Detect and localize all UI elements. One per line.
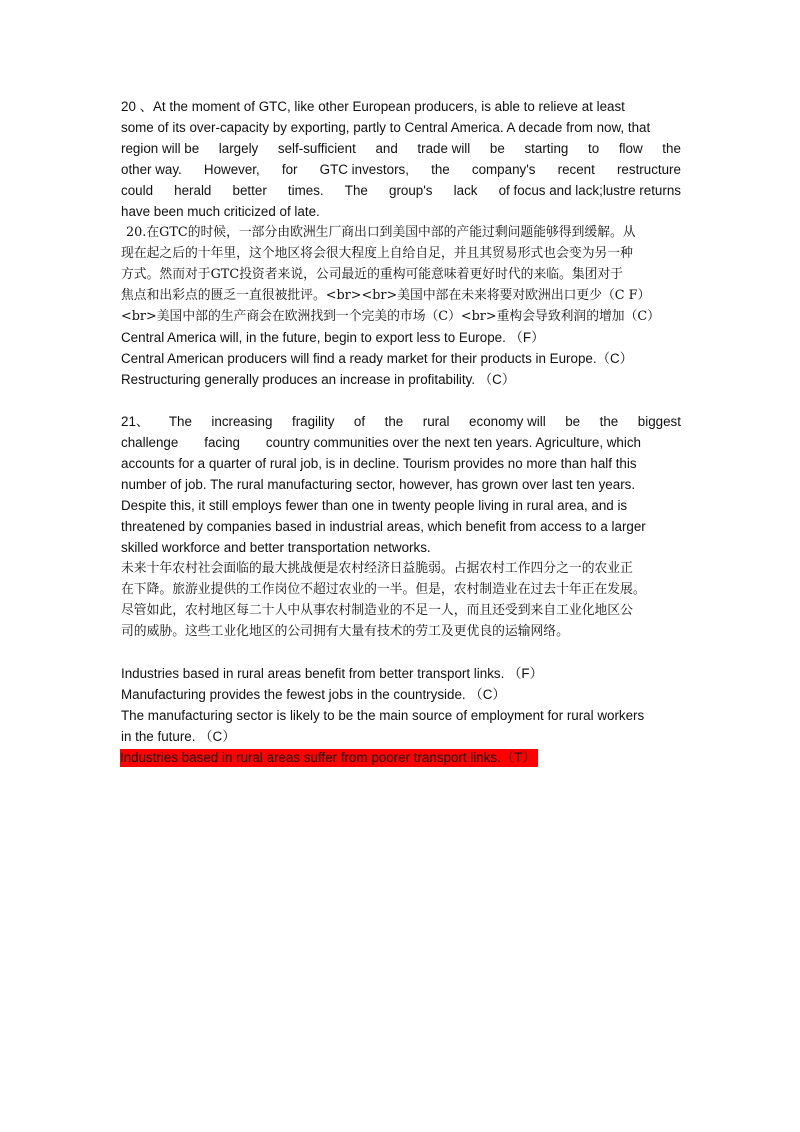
word: self-sufficient: [277, 141, 356, 156]
q21-line-2: [121, 432, 641, 453]
q20-line-6: have been much criticized of late.: [121, 204, 320, 219]
word: The: [168, 414, 192, 429]
word: for: [281, 162, 298, 177]
word: fragility: [291, 414, 335, 429]
word: better: [232, 183, 267, 198]
word: starting: [524, 141, 569, 156]
word: increasing: [211, 414, 273, 429]
q21-statement-3-cont: in the future. （C）: [121, 729, 236, 744]
word: The: [344, 183, 368, 198]
q20-line-1: 20 、At the moment of GTC, like other European producers, is able to relieve at least: [121, 99, 625, 114]
document-content: [121, 96, 681, 768]
word: rural: [422, 414, 450, 429]
section-gap: [121, 390, 681, 411]
q21-statement-3: The manufacturing sector is likely to be the main source of employment for rural workers: [121, 708, 645, 723]
word: other way.: [121, 162, 182, 177]
word: group's: [389, 183, 433, 198]
word: the: [384, 414, 404, 429]
q20-chinese-passage: [121, 222, 681, 327]
q21-line-1: [121, 411, 681, 432]
q21-line-3: accounts for a quarter of rural job, is in decline. Tourism provides no more than half this: [121, 456, 637, 471]
word: could: [121, 183, 154, 198]
q21-chinese-passage: [121, 558, 681, 642]
q21-cn-line-1: 未来十年农村社会面临的最大挑战便是农村经济日益脆弱。占据农村工作四分之一的农业正: [121, 561, 633, 576]
q20-cn-line-1: 20.在GTC的时候，一部分由欧洲生厂商出口到美国中部的产能过剩问题能够得到缓解。从: [126, 225, 636, 240]
q20-statement-2: Central American producers will find a ready market for their products in Europe.（C）: [121, 351, 634, 366]
section-gap: [121, 642, 681, 663]
word: and: [375, 141, 398, 156]
q20-statements: [121, 327, 681, 390]
q20-line-3: [121, 138, 681, 159]
q20-cn-line-2: 现在起之后的十年里，这个地区将会很大程度上自给自足，并且其贸易形式也会变为另一种: [121, 246, 633, 261]
q20-cn-line-4: 焦点和出彩点的匮乏一直很被批评。<br><br>美国中部在未来将要对欧洲出口更少（C F）: [121, 288, 651, 303]
word: However,: [203, 162, 260, 177]
word: recent: [557, 162, 595, 177]
word: lack: [453, 183, 478, 198]
word: economy will: [469, 414, 546, 429]
q20-statement-3: Restructuring generally produces an increase in profitability. （C）: [121, 372, 516, 387]
q21-english-passage: [121, 411, 681, 558]
word: facing: [204, 435, 240, 450]
word: the: [662, 141, 681, 156]
q21-statement-1: Industries based in rural areas benefit from better transport links. （F）: [121, 666, 543, 681]
q21-line-5: Despite this, it still employs fewer than one in twenty people living in rural area, and is: [121, 498, 628, 513]
q21-line-7: skilled workforce and better transportation networks.: [121, 540, 431, 555]
q20-line-4: [121, 159, 681, 180]
word: company's: [471, 162, 536, 177]
q21-line-4: number of job. The rural manufacturing sector, however, has grown over last ten years.: [121, 477, 636, 492]
q21-highlighted-statement: Industries based in rural areas suffer from poorer transport links.（T）: [120, 750, 536, 765]
q20-english-passage: [121, 96, 681, 222]
word: be: [565, 414, 581, 429]
word: GTC investors,: [319, 162, 409, 177]
q21-highlighted-row: [121, 747, 681, 768]
q20-cn-line-3: 方式。然而对于GTC投资者来说，公司最近的重构可能意味着更好时代的来临。集团对于: [121, 267, 624, 282]
q21-cn-line-4: 司的威胁。这些工业化地区的公司拥有大量有技术的劳工及更优良的运输网络。: [121, 624, 569, 639]
word: flow: [618, 141, 643, 156]
q21-cn-line-3: 尽管如此，农村地区每二十人中从事农村制造业的不足一人，而且还受到来自工业化地区公: [121, 603, 633, 618]
word: biggest: [637, 414, 681, 429]
word: be: [489, 141, 505, 156]
word: the: [431, 162, 450, 177]
word: times.: [287, 183, 324, 198]
word: trade will: [417, 141, 471, 156]
word: challenge: [121, 435, 179, 450]
q21-statement-2: Manufacturing provides the fewest jobs in the countryside. （C）: [121, 687, 506, 702]
word: 21、: [121, 414, 150, 429]
word: to: [588, 141, 600, 156]
q21-statements: [121, 663, 681, 768]
word: the: [599, 414, 619, 429]
q20-cn-line-5: <br>美国中部的生产商会在欧洲找到一个完美的市场（C）<br>重构会导致利润的增加（C）: [121, 309, 660, 324]
word: restructure: [616, 162, 681, 177]
word: of focus and lack;lustre returns: [498, 183, 681, 198]
q20-line-5: [121, 180, 681, 201]
word: region will be: [121, 141, 200, 156]
word: of: [353, 414, 366, 429]
word: largely: [218, 141, 259, 156]
word: herald: [174, 183, 212, 198]
q20-statement-1: Central America will, in the future, begin to export less to Europe. （F）: [121, 330, 545, 345]
q21-line-6: threatened by companies based in industrial areas, which benefit from access to a larger: [121, 519, 646, 534]
word: country communities over the next ten years. Agriculture, which: [265, 435, 641, 450]
q20-line-2: some of its over-capacity by exporting, partly to Central America. A decade from now, that: [121, 120, 651, 135]
q21-cn-line-2: 在下降。旅游业提供的工作岗位不超过农业的一半。但是，农村制造业在过去十年正在发展。: [121, 582, 646, 597]
